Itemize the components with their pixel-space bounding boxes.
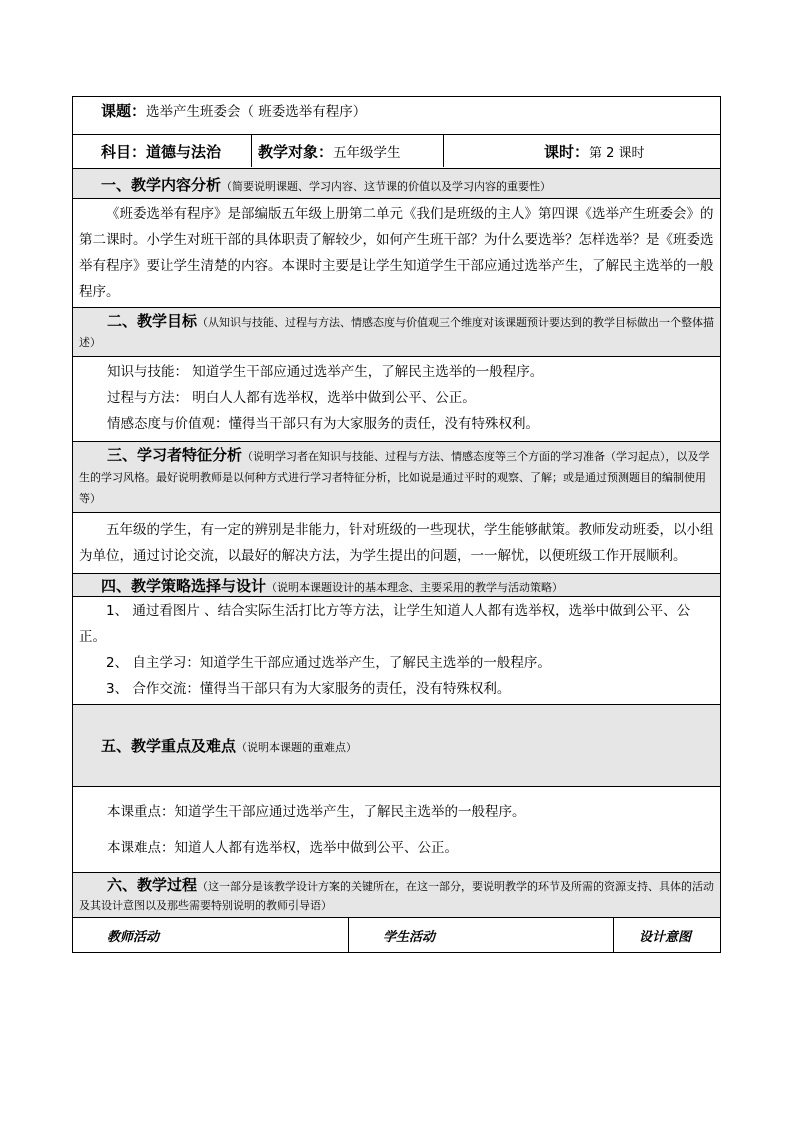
section3-title: 三、学习者特征分析 [107, 446, 243, 464]
section4-body-cell [73, 597, 721, 705]
student-activity-label: 学生活动 [383, 929, 436, 945]
audience-label: 教学对象： [258, 142, 334, 161]
section3-body-cell [73, 513, 721, 574]
section2-body-cell [73, 357, 721, 442]
teacher-activity-header [73, 918, 349, 952]
info-row [73, 135, 721, 169]
section5-title: 五、教学重点及难点 [101, 737, 237, 755]
section2-note: （从知识与技能、过程与方法、情感态度与价值观三个维度对该课题预计要达到的教学目标做出一个整体描述） [79, 316, 715, 349]
strategy-item-2: 2、 自主学习：知道学生干部应通过选举产生，了解民主选举的一般程序。 [106, 655, 551, 671]
audience-cell [252, 135, 444, 167]
period-value: 第 2 课时 [589, 145, 645, 161]
section1-note: （简要说明课题、学习内容、这节课的价值以及学习内容的重要性） [221, 180, 552, 193]
teacher-activity-label: 教师活动 [107, 929, 160, 945]
goal-process: 过程与方法： 明白人人都有选举权，选举中做到公平、公正。 [107, 390, 476, 406]
section1-header [73, 169, 721, 199]
lesson-plan-page [72, 96, 720, 953]
subject-cell [73, 135, 252, 167]
lesson-plan-table [72, 96, 721, 953]
strategy-item-1: 1、 通过看图片 、结合实际生活打比方等方法，让学生知道人人都有选举权，选举中做到公平、公正。 [79, 603, 691, 645]
goal-attitude: 情感态度与价值观：懂得当干部只有为大家服务的责任，没有特殊权利。 [107, 416, 539, 432]
section5-header [73, 705, 721, 787]
difficult-point: 本课难点：知道人人都有选举权，选举中做到公平、公正。 [107, 840, 458, 856]
subject-value: 道德与法治 [146, 142, 222, 161]
section6-note: （这一部分是该教学设计方案的关键所在，在这一部分，要说明教学的环节及所需的资源支持、具体的活动及其设计意图以及那些需要特别说明的教师引导语） [79, 880, 715, 912]
subject-label: 科目： [101, 142, 147, 161]
section1-body-cell [73, 199, 721, 308]
strategy-item-3: 3、 合作交流：懂得当干部只有为大家服务的责任，没有特殊权利。 [106, 681, 511, 697]
section5-note: （说明本课题的重难点） [236, 741, 358, 754]
section2-header [73, 308, 721, 357]
section1-body: 《班委选举有程序》是部编版五年级上册第二单元《我们是班级的主人》第四课《选举产生班委会》的第二课时。小学生对班干部的具体职责了解较少，如何产生班干部？为什么要选举？怎样选举？是《班委选举有程序》要让学生清楚的内容。本课时主要是让学生知道学生干部应通过选举产生，了解民主选举的一般程序。 [79, 206, 714, 300]
goal-knowledge: 知识与技能： 知道学生干部应通过选举产生，了解民主选举的一般程序。 [107, 364, 544, 380]
section6-header [73, 873, 721, 918]
process-columns-row [73, 918, 721, 953]
section4-title: 四、教学策略选择与设计 [101, 577, 267, 595]
section4-note: （说明本课题设计的基本理念、主要采用的教学与活动策略） [266, 581, 564, 594]
section6-title: 六、教学过程 [107, 876, 198, 894]
section3-body: 五年级的学生，有一定的辨别是非能力，针对班级的一些现状，学生能够献策。教师发动班委，以小组为单位，通过讨论交流，以最好的解决方法，为学生提出的问题，一一解忧，以便班级工作开展顺利。 [79, 522, 714, 564]
section3-note: （说明学习者在知识与技能、过程与方法、情感态度等三个方面的学习准备（学习起点），以及学生的学习风格。最好说明教师是以何种方式进行学习者特征分析，比如说是通过平时的观察、了解；或是通过预测题目的编制使用等） [79, 450, 710, 505]
topic-label: 课题： [101, 102, 147, 120]
audience-value: 五年级学生 [333, 145, 401, 161]
section2-title: 二、教学目标 [107, 312, 198, 330]
section5-body-cell [73, 787, 721, 873]
design-intent-header [614, 918, 720, 952]
key-point: 本课重点：知道学生干部应通过选举产生，了解民主选举的一般程序。 [107, 804, 526, 820]
topic-value: 选举产生班委会（ 班委选举有程序） [146, 104, 367, 120]
section4-header [73, 574, 721, 597]
period-cell [444, 135, 720, 167]
topic-cell [73, 97, 721, 135]
period-label: 课时： [544, 142, 590, 161]
student-activity-header [349, 918, 614, 952]
design-intent-label: 设计意图 [639, 929, 692, 945]
section3-header [73, 442, 721, 513]
section1-title: 一、教学内容分析 [101, 176, 222, 194]
